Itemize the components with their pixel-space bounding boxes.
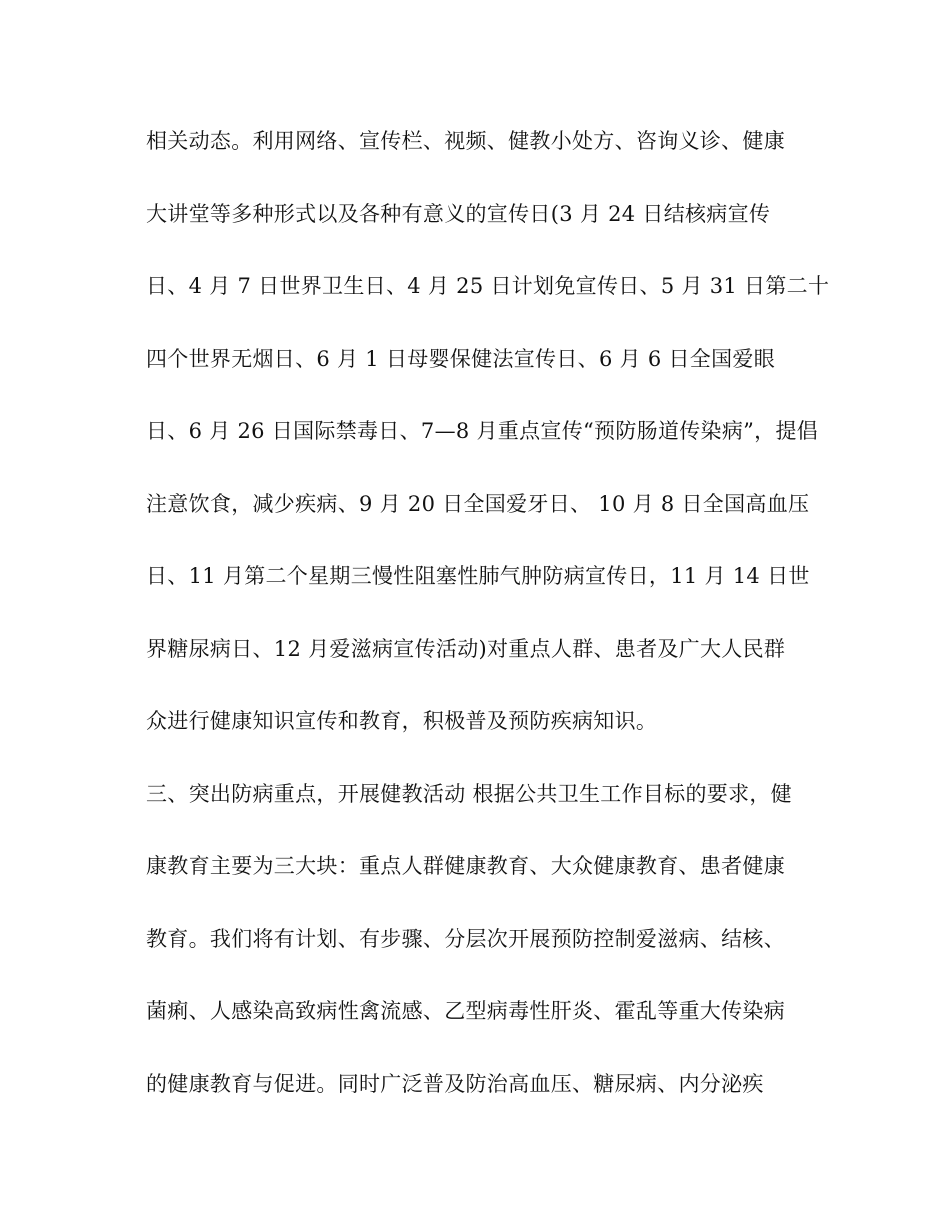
text-line: 日、11 月第二个星期三慢性阻塞性肺气肿防病宣传日，11 月 14 日世: [146, 564, 810, 588]
text-line: 教育。我们将有计划、有步骤、分层次开展预防控制爱滋病、结核、: [146, 926, 785, 951]
text-line: 四个世界无烟日、6 月 1 日母婴保健法宣传日、6 月 6 日全国爱眼: [146, 346, 775, 371]
text-line: 菌痢、人感染高致病性禽流感、乙型病毒性肝炎、霍乱等重大传染病: [146, 999, 785, 1023]
text-line: 日、4 月 7 日世界卫生日、4 月 25 日计划免宣传日、5 月 31 日第二十: [146, 274, 830, 298]
text-line: 康教育主要为三大块：重点人群健康教育、大众健康教育、患者健康: [146, 854, 785, 878]
text-line: 众进行健康知识宣传和教育，积极普及预防疾病知识。: [146, 709, 658, 733]
section-heading-line: 三、突出防病重点，开展健教活动 根据公共卫生工作目标的要求，健: [146, 781, 792, 806]
text-line: 大讲堂等多种形式以及各种有意义的宣传日(3 月 24 日结核病宣传: [146, 201, 771, 226]
text-line: 界糖尿病日、12 月爱滋病宣传活动)对重点人群、患者及广大人民群: [146, 636, 786, 661]
text-line: 的健康教育与促进。同时广泛普及防治高血压、糖尿病、内分泌疾: [146, 1071, 764, 1096]
text-line: 注意饮食，减少疾病、9 月 20 日全国爱牙日、 10 月 8 日全国高血压: [146, 491, 810, 516]
body-text: [146, 120, 836, 1135]
text-line: 日、6 月 26 日国际禁毒日、7—8 月重点宣传“预防肠道传染病”，提倡: [146, 419, 819, 443]
text-line: 相关动态。利用网络、宣传栏、视频、健教小处方、咨询义诊、健康: [146, 129, 785, 153]
